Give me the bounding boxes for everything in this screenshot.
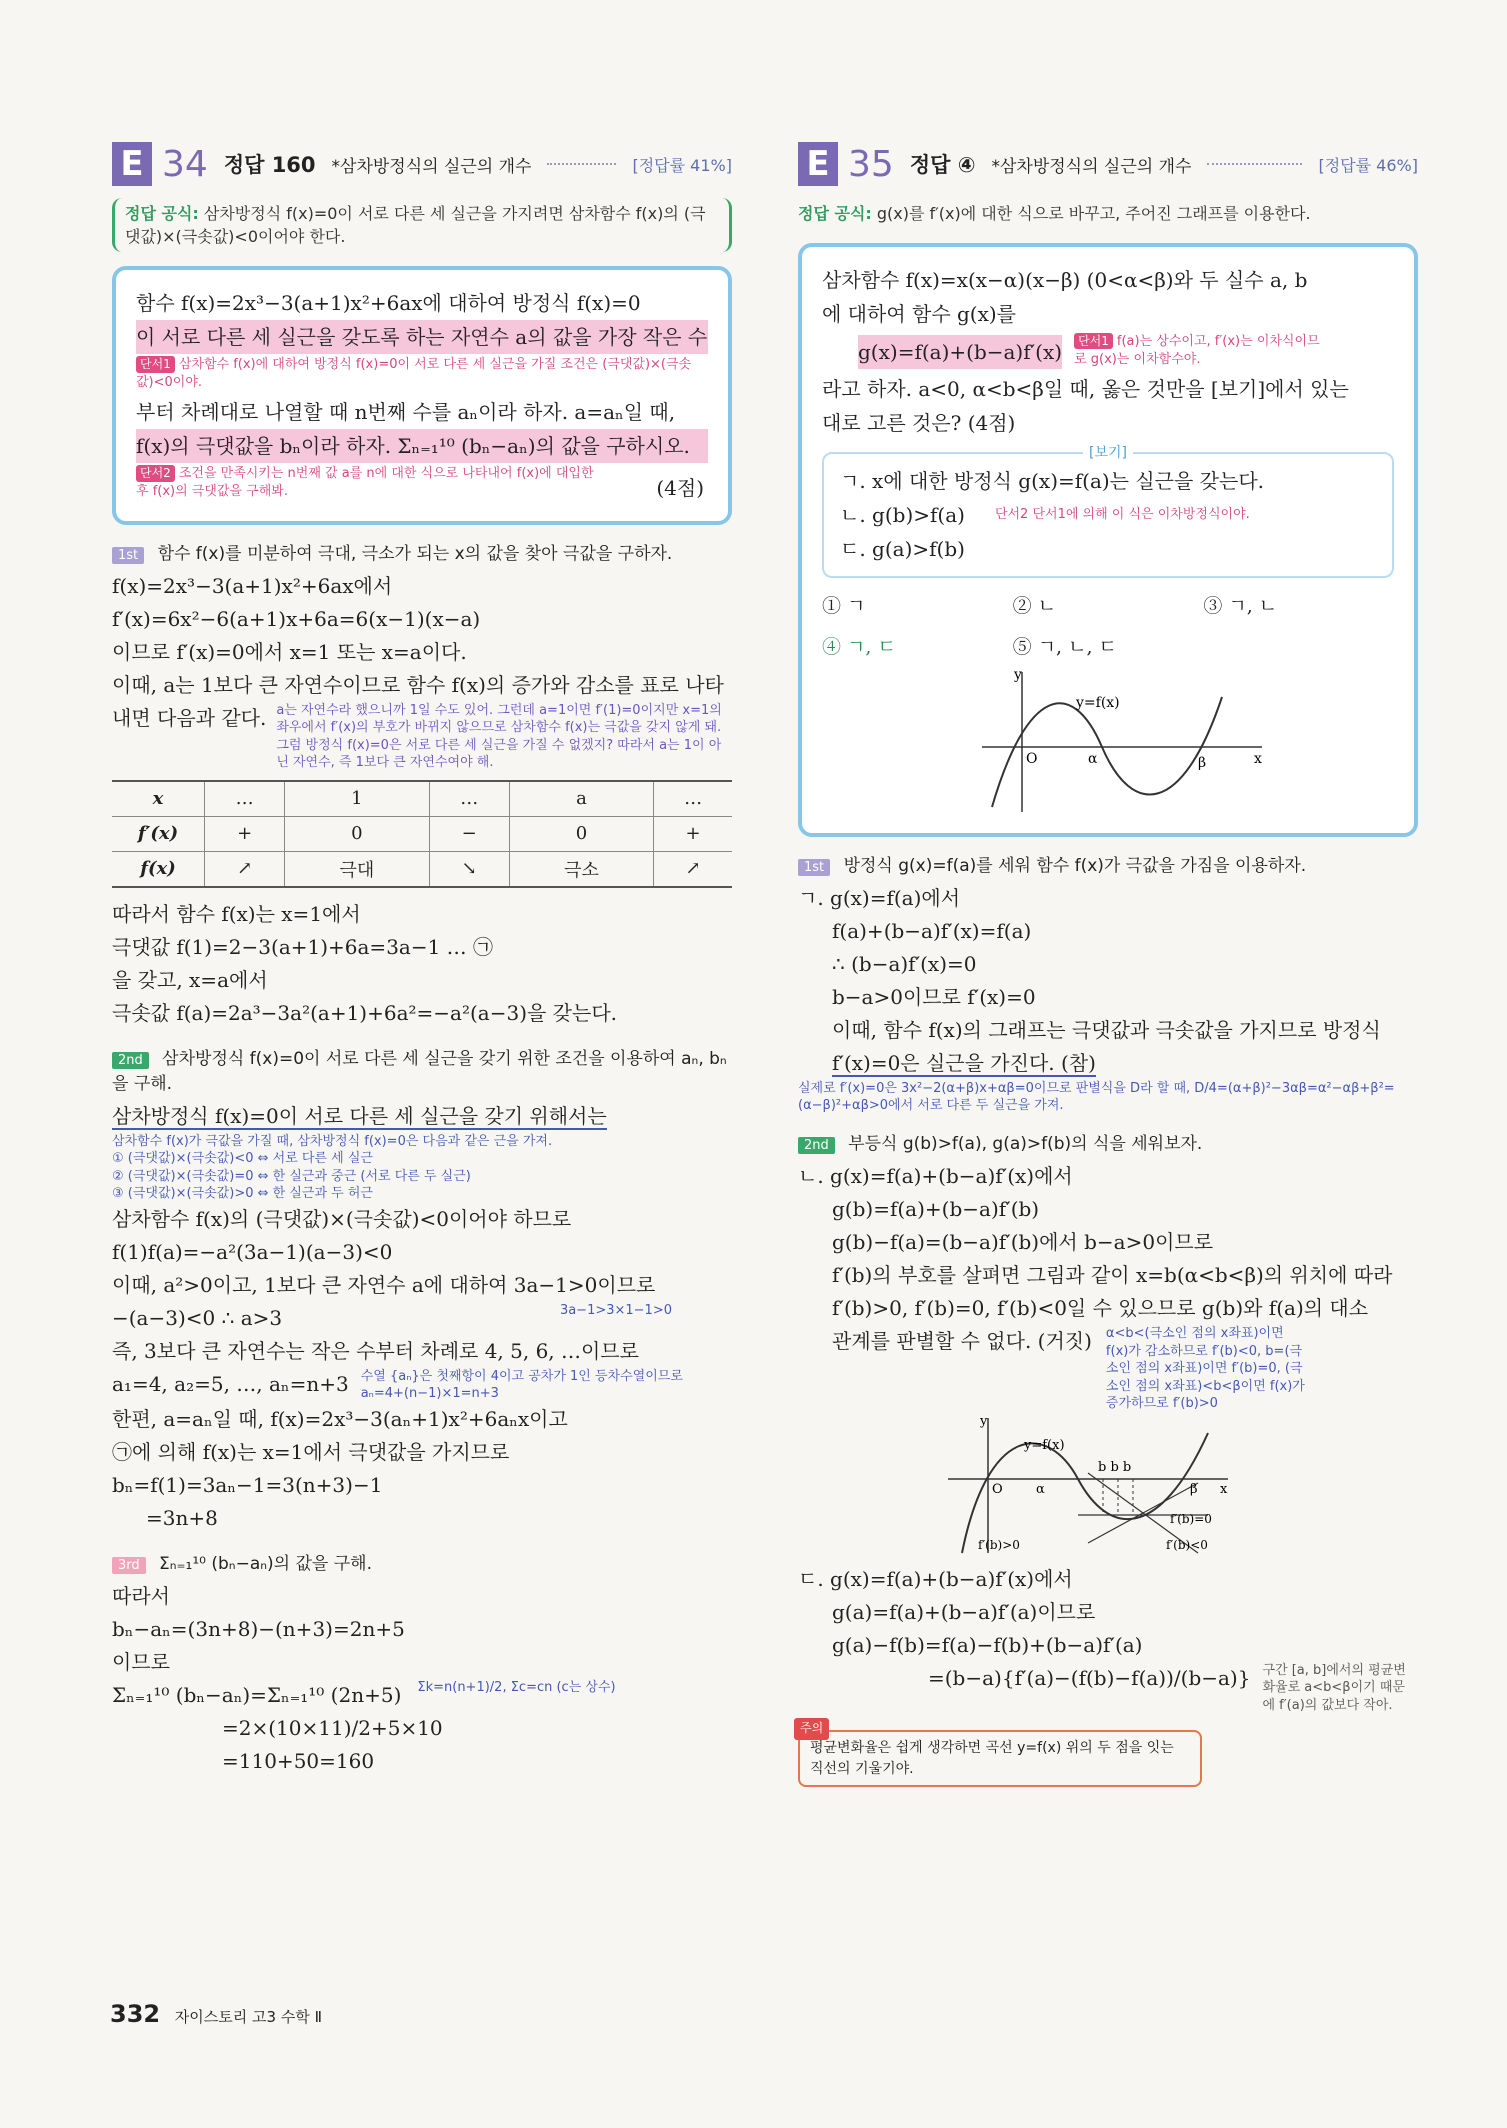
solution-line: ㄷ. g(x)=f(a)+(b−a)f′(x)에서: [798, 1566, 1073, 1591]
axis-label-y: y: [980, 1413, 988, 1429]
solution-line: g(a)−f(b)=f(a)−f(b)+(b−a)f′(a): [832, 1632, 1143, 1657]
solution-line: bₙ=f(1)=3aₙ−1=3(n+3)−1: [112, 1473, 383, 1498]
solution-line: f(1)f(a)=−a²(3a−1)(a−3)<0: [112, 1239, 393, 1264]
example-row: [840, 498, 1376, 532]
hint-note: 단서2 단서1에 의해 이 식은 이차방정식이야.: [994, 506, 1250, 522]
table-cell: f(x): [112, 851, 205, 887]
axis-label-x: x: [1254, 750, 1262, 767]
solution-line: f′(b)의 부호를 살펴면 그림과 같이 x=b(α<b<β)의 위치에 따라: [832, 1262, 1393, 1287]
leader-dots: [547, 163, 616, 165]
step-3-heading: [112, 1549, 732, 1574]
problem-35-column: [798, 140, 1418, 1787]
step-2-heading: [798, 1129, 1418, 1154]
table-cell: ↗: [205, 851, 285, 887]
solution-row: [112, 1302, 672, 1335]
solution-row: [798, 1662, 1418, 1715]
solution-line: 극댓값 f(1)=2−3(a+1)+6a=3a−1 … ㉠: [112, 934, 494, 959]
hint-tag: 단서1: [136, 356, 175, 372]
slope-negative-label: f′(b)<0: [1166, 1537, 1208, 1552]
underlined-text: f′(x)=0은 실근을 가진다. (참): [832, 1050, 1096, 1075]
key-formula-label: 정답 공식:: [798, 204, 872, 223]
step-1-heading: [112, 539, 732, 564]
axis-label-x: x: [1220, 1481, 1228, 1497]
solution-line: 즉, 3보다 큰 자연수는 작은 수부터 차례로 4, 5, 6, …이므로: [112, 1338, 639, 1363]
caution-tag: 주의: [794, 1718, 829, 1739]
table-cell: f′(x): [112, 816, 205, 851]
table-cell: 1: [285, 781, 429, 817]
hint-text: 삼차함수 f(x)에 대하여 방정식 f(x)=0이 서로 다른 세 실근을 가질 조건은 (극댓값)×(극솟값)<0이야.: [136, 357, 692, 390]
step-title: 함수 f(x)를 미분하여 극대, 극소가 되는 x의 값을 찾아 극값을 구하자.: [157, 543, 673, 564]
key-formula: [112, 198, 732, 252]
side-note: ② (극댓값)×(극솟값)=0 ⇔ 한 실근과 중근 (서로 다른 두 실근): [112, 1168, 471, 1184]
table-row: [112, 816, 732, 851]
step-badge: 2nd: [112, 1052, 149, 1069]
step-badge: 1st: [798, 859, 830, 876]
step-badge: 3rd: [112, 1557, 146, 1574]
problem-box: [798, 243, 1418, 837]
solution-line: ∴ (b−a)f′(x)=0: [832, 951, 977, 976]
solution-row: [112, 1679, 732, 1712]
step-title: 부등식 g(b)>f(a), g(a)>f(b)의 식을 세워보자.: [848, 1133, 1203, 1154]
step-title: 삼차방정식 f(x)=0이 서로 다른 세 실근을 갖기 위한 조건을 이용하여 aₙ, bₙ을 구해.: [112, 1048, 727, 1094]
book-title: 자이스토리 고3 수학 Ⅱ: [174, 2008, 322, 2026]
solution-line: 이때, 함수 f(x)의 그래프는 극댓값과 극솟값을 가지므로 방정식: [832, 1017, 1381, 1042]
step-badge: 2nd: [798, 1137, 835, 1154]
solution-row: [112, 702, 732, 772]
variation-table: [112, 780, 732, 888]
key-formula-text: 삼차방정식 f(x)=0이 서로 다른 세 실근을 가지려면 삼차함수 f(x)의 (극댓값)×(극솟값)<0이어야 한다.: [125, 204, 706, 247]
table-cell: a: [509, 781, 653, 817]
side-note: ③ (극댓값)×(극솟값)>0 ⇔ 한 실근과 두 허근: [112, 1186, 373, 1202]
section-letter-badge: E: [798, 142, 838, 186]
solution-line: f′(x)=6x²−6(a+1)x+6a=6(x−1)(x−a): [112, 606, 481, 631]
page-footer: [110, 2000, 322, 2028]
problem-line: 부터 차례대로 나열할 때 n번째 수를 aₙ이라 하자. a=aₙ일 때,: [136, 400, 676, 425]
solution-line: =2×(10×11)/2+5×10: [222, 1716, 443, 1741]
hint-note: [136, 356, 708, 391]
solution-line: b−a>0이므로 f′(x)=0: [832, 984, 1036, 1009]
solution-line: g(b)−f(a)=(b−a)f′(b)에서 b−a>0이므로: [832, 1229, 1214, 1254]
solution-line: f(a)+(b−a)f′(x)=f(a): [832, 918, 1032, 943]
curve-label: y=f(x): [1076, 694, 1120, 711]
points-label: (4점): [656, 475, 704, 500]
correct-rate: [정답률 41%]: [632, 155, 732, 175]
table-cell: …: [654, 781, 732, 817]
step-title: 방정식 g(x)=f(a)를 세워 함수 f(x)가 극값을 가짐을 이용하자.: [843, 855, 1307, 876]
solution-line: =3n+8: [146, 1506, 218, 1531]
solution-line: 따라서: [112, 1584, 170, 1609]
step-title: Σₙ₌₁¹⁰ (bₙ−aₙ)의 값을 구해.: [159, 1554, 372, 1575]
hint-tag: 단서1: [1074, 333, 1113, 349]
key-formula: [798, 198, 1418, 229]
problem-box: [112, 266, 732, 524]
problem-35-header: [798, 140, 1418, 188]
solution-line: 관계를 판별할 수 없다. (거짓): [832, 1328, 1092, 1353]
problem-number: 35: [848, 143, 894, 185]
problem-line: g(x)=f(a)+(b−a)f′(x): [858, 335, 1062, 369]
underlined-text: 삼차방정식 f(x)=0이 서로 다른 세 실근을 갖기 위해서는: [112, 1103, 607, 1128]
side-note: 수열 {aₙ}은 첫째항이 4이고 공차가 1인 등차수열이므로 aₙ=4+(n−1)×1=n+3: [360, 1368, 683, 1402]
table-row: [112, 781, 732, 817]
solution-line: ㉠에 의해 f(x)는 x=1에서 극댓값을 가지므로: [112, 1440, 510, 1465]
problem-line: 이 서로 다른 세 실근을 갖도록 하는 자연수 a의 값을 가장 작은 수: [136, 320, 708, 354]
side-note: Σk=n(n+1)/2, Σc=cn (c는 상수): [417, 1680, 616, 1696]
solution-line: =(b−a){f′(a)−(f(b)−f(a))/(b−a)}: [928, 1665, 1251, 1690]
hint-text: 조건을 만족시키는 n번째 값 a를 n에 대한 식으로 나타내어 f(x)에 대입한 후 f(x)의 극댓값을 구해봐.: [136, 466, 594, 500]
side-note: ① (극댓값)×(극솟값)<0 ⇔ 서로 다른 세 실근: [112, 1151, 373, 1167]
solution-line: Σₙ₌₁¹⁰ (bₙ−aₙ)=Σₙ₌₁¹⁰ (2n+5): [112, 1683, 402, 1708]
table-row: [112, 851, 732, 887]
solution-line: −(a−3)<0 ∴ a>3: [112, 1305, 283, 1330]
hint-text: f(a)는 상수이고, f′(x)는 이차식이므로 g(x)는 이차함수야.: [1074, 334, 1320, 367]
solution-line: 극솟값 f(a)=2a³−3a²(a+1)+6a²=−a²(a−3)을 갖는다.: [112, 1000, 617, 1025]
page-number: 332: [110, 2000, 161, 2028]
solution-line: [798, 1047, 1418, 1080]
solution-line: a₁=4, a₂=5, …, aₙ=n+3: [112, 1371, 349, 1396]
table-cell: 극소: [509, 851, 653, 887]
solution-row: [798, 1325, 1418, 1413]
section-letter-badge: E: [112, 142, 152, 186]
slope-zero-label: f′(b)=0: [1170, 1511, 1212, 1526]
table-cell: +: [654, 816, 732, 851]
side-note: 3a−1>3×1−1>0: [559, 1302, 672, 1318]
examples-title: [보기]: [1083, 442, 1133, 466]
beta-label: β: [1190, 1481, 1198, 1497]
side-note: a는 자연수라 했으니까 1일 수도 있어. 그런데 a=1이면 f′(1)=0이지만 x=1의 좌우에서 f′(x)의 부호가 바뀌지 않으므로 삼차함수 f(x)는 극값을 갖지 않게 돼. 그럼 방정식 f(x)=0은 서로 다른 세 실근을 가질 수 없겠지? 따라서 a는 1이 아닌 자연수, 즉 1보다 큰 자연수여야 해.: [276, 702, 722, 771]
topic-label: *삼차방정식의 실근의 개수: [991, 156, 1192, 177]
curve-label: y=f(x): [1024, 1437, 1065, 1453]
solution-line: 삼차함수 f(x)의 (극댓값)×(극솟값)<0이어야 하므로: [112, 1206, 572, 1231]
example-item: ㄴ. g(b)>f(a): [840, 503, 965, 528]
solution-line: f(x)=2x³−3(a+1)x²+6ax에서: [112, 573, 393, 598]
origin-label: O: [992, 1481, 1003, 1497]
table-cell: 0: [509, 816, 653, 851]
table-cell: −: [429, 816, 509, 851]
caution-box: [798, 1721, 1202, 1787]
hint-note: [136, 465, 606, 500]
choice-3[interactable]: ③ ㄱ, ㄴ: [1203, 595, 1278, 618]
beta-label: β: [1198, 754, 1207, 771]
problem-line: 대로 고른 것은? (4점): [822, 411, 1016, 436]
alpha-label: α: [1036, 1481, 1045, 1497]
key-formula-label: 정답 공식:: [125, 204, 199, 223]
solution-line: 따라서 함수 f(x)는 x=1에서: [112, 901, 361, 926]
solution-line: 이므로 f′(x)=0에서 x=1 또는 x=a이다.: [112, 639, 467, 664]
axis-label-y: y: [1014, 666, 1022, 683]
problem-34-header: [112, 140, 732, 188]
caution-text: 평균변화율은 쉽게 생각하면 곡선 y=f(x) 위의 두 점을 잇는 직선의 기울기야.: [810, 1740, 1174, 1777]
answer-choices: [822, 590, 1394, 663]
solution-line: f′(b)>0, f′(b)=0, f′(b)<0일 수 있으므로 g(b)와 f(a)의 대소: [832, 1295, 1369, 1320]
step-1-heading: [798, 851, 1418, 876]
problem-line: 삼차함수 f(x)=x(x−α)(x−β) (0<α<β)와 두 실수 a, b: [822, 268, 1308, 293]
choice-4[interactable]: ④ ㄱ, ㄷ: [822, 635, 896, 658]
solution-line: 한편, a=aₙ일 때, f(x)=2x³−3(aₙ+1)x²+6aₙx이고: [112, 1407, 568, 1432]
solution-line: ㄴ. g(x)=f(a)+(b−a)f′(x)에서: [798, 1163, 1073, 1188]
answer-label: 정답 160: [223, 153, 316, 177]
solution-line: bₙ−aₙ=(3n+8)−(n+3)=2n+5: [112, 1617, 405, 1642]
table-cell: …: [205, 781, 285, 817]
problem-line: 라고 하자. a<0, α<b<β일 때, 옳은 것만을 [보기]에서 있는: [822, 377, 1349, 402]
solution-line: ㄱ. g(x)=f(a)에서: [798, 885, 961, 910]
step-badge: 1st: [112, 547, 144, 564]
correct-rate: [정답률 46%]: [1318, 155, 1418, 175]
solution-line: 을 갖고, x=a에서: [112, 967, 268, 992]
choice-1[interactable]: ① ㄱ: [822, 595, 866, 618]
table-cell: 극대: [285, 851, 429, 887]
step-2-heading: [112, 1044, 732, 1094]
side-note: 구간 [a, b]에서의 평균변화율로 a<b<β이기 때문에 f′(a)의 값보다 작아.: [1262, 1662, 1406, 1713]
problem-34-column: [112, 140, 732, 1778]
example-item: ㄱ. x에 대한 방정식 g(x)=f(a)는 실근을 갖는다.: [840, 469, 1264, 494]
solution-line: 이므로: [112, 1650, 170, 1675]
hint-tag: 단서2: [136, 465, 175, 481]
cubic-graph: [972, 667, 1272, 817]
solution-line: 내면 다음과 같다.: [112, 705, 267, 730]
table-cell: ↘: [429, 851, 509, 887]
solution-row: [112, 1368, 732, 1403]
origin-label: O: [1026, 750, 1038, 767]
problem-line: 함수 f(x)=2x³−3(a+1)x²+6ax에 대하여 방정식 f(x)=0: [136, 291, 641, 316]
solution-line: 이때, a²>0이고, 1보다 큰 자연수 a에 대하여 3a−1>0이므로: [112, 1272, 656, 1297]
alpha-label: α: [1088, 750, 1098, 767]
choice-2[interactable]: ② ㄴ: [1012, 595, 1057, 618]
examples-box: [822, 445, 1394, 578]
solution-line: =110+50=160: [222, 1749, 375, 1774]
topic-label: *삼차방정식의 실근의 개수: [331, 156, 532, 177]
table-cell: x: [112, 781, 205, 817]
hint-note: [1074, 333, 1324, 368]
table-cell: +: [205, 816, 285, 851]
key-formula-text: g(x)를 f′(x)에 대한 식으로 바꾸고, 주어진 그래프를 이용한다.: [876, 204, 1311, 223]
problem-line: 에 대하여 함수 g(x)를: [822, 302, 1016, 327]
table-cell: ↗: [654, 851, 732, 887]
b-labels: b b b: [1098, 1459, 1132, 1475]
choice-5[interactable]: ⑤ ㄱ, ㄴ, ㄷ: [1012, 635, 1117, 658]
slope-positive-label: f′(b)>0: [978, 1537, 1020, 1552]
solution-line: [112, 1100, 732, 1133]
solution-line: 이때, a는 1보다 큰 자연수이므로 함수 f(x)의 증가와 감소를 표로 나타: [112, 672, 724, 697]
tangent-graph: [938, 1413, 1238, 1563]
table-cell: …: [429, 781, 509, 817]
solution-line: g(b)=f(a)+(b−a)f′(b): [832, 1196, 1040, 1221]
problem-row: [822, 331, 1394, 372]
side-note: 실제로 f′(x)=0은 3x²−2(α+β)x+αβ=0이므로 판별식을 D라 할 때, D/4=(α+β)²−3αβ=α²−αβ+β²=(α−β)²+αβ>0에서 서로 다른 두 실근을 가져.: [798, 1080, 1395, 1114]
problem-line: f(x)의 극댓값을 bₙ이라 하자. Σₙ₌₁¹⁰ (bₙ−aₙ)의 값을 구하시오.: [136, 429, 708, 463]
leader-dots: [1207, 163, 1302, 165]
solution-line: g(a)=f(a)+(b−a)f′(a)이므로: [832, 1599, 1096, 1624]
example-item: ㄷ. g(a)>f(b): [840, 537, 965, 562]
side-note: α<b<(극소인 점의 x좌표)이면 f(x)가 감소하므로 f′(b)<0, b=(극소인 점의 x좌표)이면 f′(b)=0, (극소인 점의 x좌표)<b<β이면 f(x)가 증가하므로 f′(b)>0: [1105, 1325, 1305, 1412]
answer-label: 정답 ④: [909, 153, 976, 177]
side-note: 삼차함수 f(x)가 극값을 가질 때, 삼차방정식 f(x)=0은 다음과 같은 근을 가져.: [112, 1133, 553, 1149]
table-cell: 0: [285, 816, 429, 851]
problem-number: 34: [162, 143, 208, 185]
